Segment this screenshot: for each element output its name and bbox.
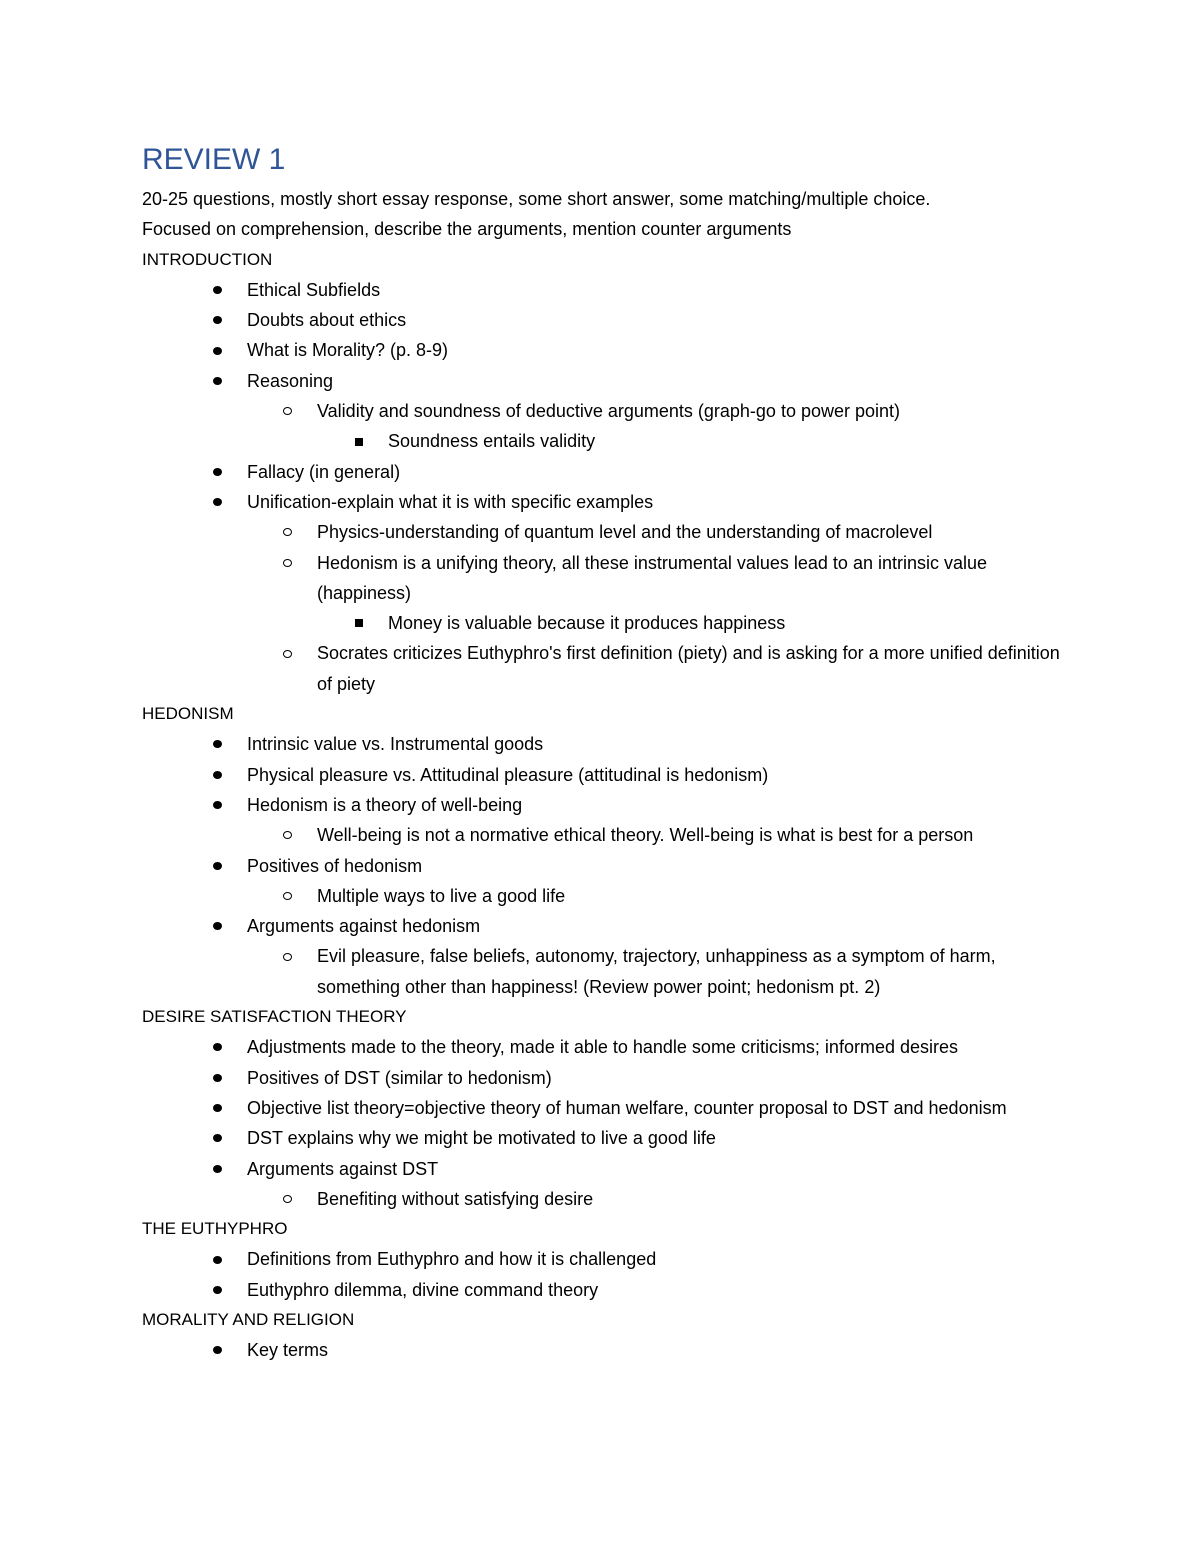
- list-item-text: Benefiting without satisfying desire: [317, 1188, 594, 1209]
- list-item: [142, 729, 1072, 759]
- bullet-mark-circle-icon: [283, 559, 292, 567]
- list-item-text: Socrates criticizes Euthyphro's first definition (piety) and is asking for a more unified definition of piety: [317, 643, 1060, 694]
- bullet-mark-circle-icon: [283, 650, 292, 658]
- list-item: [142, 638, 1072, 699]
- bullet-mark-dot-icon: [213, 1286, 222, 1294]
- bullet-dot-icon: [213, 851, 222, 881]
- bullet-mark-dot-icon: [213, 468, 222, 476]
- bullet-circle-icon: [283, 396, 292, 426]
- list-item: [142, 1335, 1072, 1365]
- bullet-dot-icon: [213, 760, 222, 790]
- section-heading: HEDONISM: [142, 704, 234, 724]
- list-item: [142, 1275, 1072, 1305]
- list-item-text: Fallacy (in general): [247, 461, 401, 482]
- bullet-square-icon: [355, 608, 363, 638]
- bullet-mark-dot-icon: [213, 1256, 222, 1264]
- bullet-dot-icon: [213, 335, 222, 365]
- list-item-text: Physical pleasure vs. Attitudinal pleasure (attitudinal is hedonism): [247, 764, 769, 785]
- list-item-text: Arguments against DST: [247, 1158, 439, 1179]
- list-item-text: Validity and soundness of deductive arguments (graph-go to power point): [317, 401, 901, 422]
- list-item-text: Intrinsic value vs. Instrumental goods: [247, 734, 544, 755]
- list-item-text: Objective list theory=objective theory of human welfare, counter proposal to DST and hedonism: [247, 1097, 1007, 1118]
- list-item: [142, 305, 1072, 335]
- bullet-dot-icon: [213, 790, 222, 820]
- bullet-circle-icon: [283, 548, 292, 578]
- list-item-text: Soundness entails validity: [388, 431, 596, 452]
- bullet-mark-dot-icon: [213, 316, 222, 324]
- list-item-text: Euthyphro dilemma, divine command theory: [247, 1279, 599, 1300]
- list-item: [142, 760, 1072, 790]
- bullet-mark-circle-icon: [283, 892, 292, 900]
- bullet-mark-dot-icon: [213, 862, 222, 870]
- bullet-mark-circle-icon: [283, 528, 292, 536]
- bullet-dot-icon: [213, 1123, 222, 1153]
- bullet-circle-icon: [283, 517, 292, 547]
- list-item: [142, 366, 1072, 396]
- intro-line: 20-25 questions, mostly short essay response, some short answer, some matching/multiple choice.: [142, 189, 931, 209]
- list-item: [142, 790, 1072, 820]
- bullet-dot-icon: [213, 457, 222, 487]
- bullet-mark-dot-icon: [213, 922, 222, 930]
- bullet-mark-dot-icon: [213, 1074, 222, 1082]
- list-item-text: Hedonism is a theory of well-being: [247, 794, 523, 815]
- bullet-dot-icon: [213, 1032, 222, 1062]
- list-item-text: Hedonism is a unifying theory, all these instrumental values lead to an intrinsic value (happiness): [317, 552, 988, 603]
- list-item: [142, 1063, 1072, 1093]
- list-item-text: Doubts about ethics: [247, 310, 407, 331]
- bullet-mark-circle-icon: [283, 953, 292, 961]
- bullet-mark-dot-icon: [213, 771, 222, 779]
- bullet-mark-dot-icon: [213, 286, 222, 294]
- bullet-circle-icon: [283, 820, 292, 850]
- list-item: [142, 426, 1072, 456]
- bullet-mark-circle-icon: [283, 407, 292, 415]
- bullet-mark-dot-icon: [213, 1165, 222, 1173]
- bullet-circle-icon: [283, 941, 292, 971]
- bullet-dot-icon: [213, 1244, 222, 1274]
- bullet-mark-square-icon: [355, 438, 363, 446]
- list-item: [142, 1123, 1072, 1153]
- list-item-text: Key terms: [247, 1340, 329, 1361]
- bullet-mark-dot-icon: [213, 1043, 222, 1051]
- bullet-dot-icon: [213, 305, 222, 335]
- list-item-text: Money is valuable because it produces happiness: [388, 613, 786, 634]
- bullet-dot-icon: [213, 1154, 222, 1184]
- list-item-text: Unification-explain what it is with specific examples: [247, 491, 654, 512]
- bullet-mark-dot-icon: [213, 801, 222, 809]
- list-item: [142, 396, 1072, 426]
- list-item: [142, 275, 1072, 305]
- list-item: [142, 820, 1072, 850]
- bullet-mark-dot-icon: [213, 740, 222, 748]
- list-item-text: Definitions from Euthyphro and how it is challenged: [247, 1249, 657, 1270]
- intro-line: Focused on comprehension, describe the arguments, mention counter arguments: [142, 219, 792, 240]
- list-item: [142, 1032, 1072, 1062]
- bullet-dot-icon: [213, 1335, 222, 1365]
- list-item: [142, 335, 1072, 365]
- bullet-mark-square-icon: [355, 619, 363, 627]
- list-item-text: Multiple ways to live a good life: [317, 885, 566, 906]
- bullet-circle-icon: [283, 881, 292, 911]
- outline: [142, 245, 1072, 1366]
- bullet-dot-icon: [213, 275, 222, 305]
- list-item: [142, 1184, 1072, 1214]
- list-item-text: Ethical Subfields: [247, 279, 381, 300]
- bullet-dot-icon: [213, 1275, 222, 1305]
- bullet-mark-dot-icon: [213, 1346, 222, 1354]
- list-item: [142, 517, 1072, 547]
- bullet-dot-icon: [213, 487, 222, 517]
- bullet-dot-icon: [213, 911, 222, 941]
- section-heading: MORALITY AND RELIGION: [142, 1309, 355, 1329]
- bullet-dot-icon: [213, 366, 222, 396]
- bullet-mark-dot-icon: [213, 1104, 222, 1112]
- bullet-circle-icon: [283, 1184, 292, 1214]
- list-item-text: Positives of hedonism: [247, 855, 423, 876]
- section-heading: THE EUTHYPHRO: [142, 1219, 288, 1239]
- list-item-text: Adjustments made to the theory, made it able to handle some criticisms; informed desires: [247, 1037, 958, 1058]
- bullet-square-icon: [355, 426, 363, 456]
- list-item-text: Well-being is not a normative ethical theory. Well-being is what is best for a person: [317, 825, 974, 846]
- list-item-text: Evil pleasure, false beliefs, autonomy, trajectory, unhappiness as a symptom of harm, something other than happiness! (Review power point; hedonism pt. 2): [317, 946, 996, 997]
- list-item: [142, 548, 1072, 609]
- list-item: [142, 1093, 1072, 1123]
- bullet-mark-circle-icon: [283, 1195, 292, 1203]
- list-item-text: What is Morality? (p. 8-9): [247, 340, 449, 361]
- bullet-mark-dot-icon: [213, 498, 222, 506]
- list-item: [142, 1154, 1072, 1184]
- section-heading: DESIRE SATISFACTION THEORY: [142, 1007, 407, 1027]
- list-item: [142, 487, 1072, 517]
- list-item-text: Arguments against hedonism: [247, 916, 481, 937]
- section-heading: INTRODUCTION: [142, 249, 273, 269]
- list-item-text: Positives of DST (similar to hedonism): [247, 1067, 552, 1088]
- page-title: REVIEW 1: [142, 143, 286, 176]
- bullet-dot-icon: [213, 729, 222, 759]
- list-item-text: Reasoning: [247, 370, 334, 391]
- bullet-mark-dot-icon: [213, 347, 222, 355]
- list-item: [142, 881, 1072, 911]
- bullet-mark-dot-icon: [213, 377, 222, 385]
- document-body: [142, 140, 1072, 1366]
- bullet-mark-circle-icon: [283, 831, 292, 839]
- list-item: [142, 1244, 1072, 1274]
- bullet-mark-dot-icon: [213, 1134, 222, 1142]
- bullet-circle-icon: [283, 638, 292, 668]
- list-item: [142, 608, 1072, 638]
- bullet-dot-icon: [213, 1063, 222, 1093]
- bullet-dot-icon: [213, 1093, 222, 1123]
- list-item: [142, 941, 1072, 1002]
- list-item: [142, 911, 1072, 941]
- list-item-text: Physics-understanding of quantum level and the understanding of macrolevel: [317, 522, 933, 543]
- list-item: [142, 851, 1072, 881]
- list-item: [142, 457, 1072, 487]
- list-item-text: DST explains why we might be motivated to live a good life: [247, 1128, 716, 1149]
